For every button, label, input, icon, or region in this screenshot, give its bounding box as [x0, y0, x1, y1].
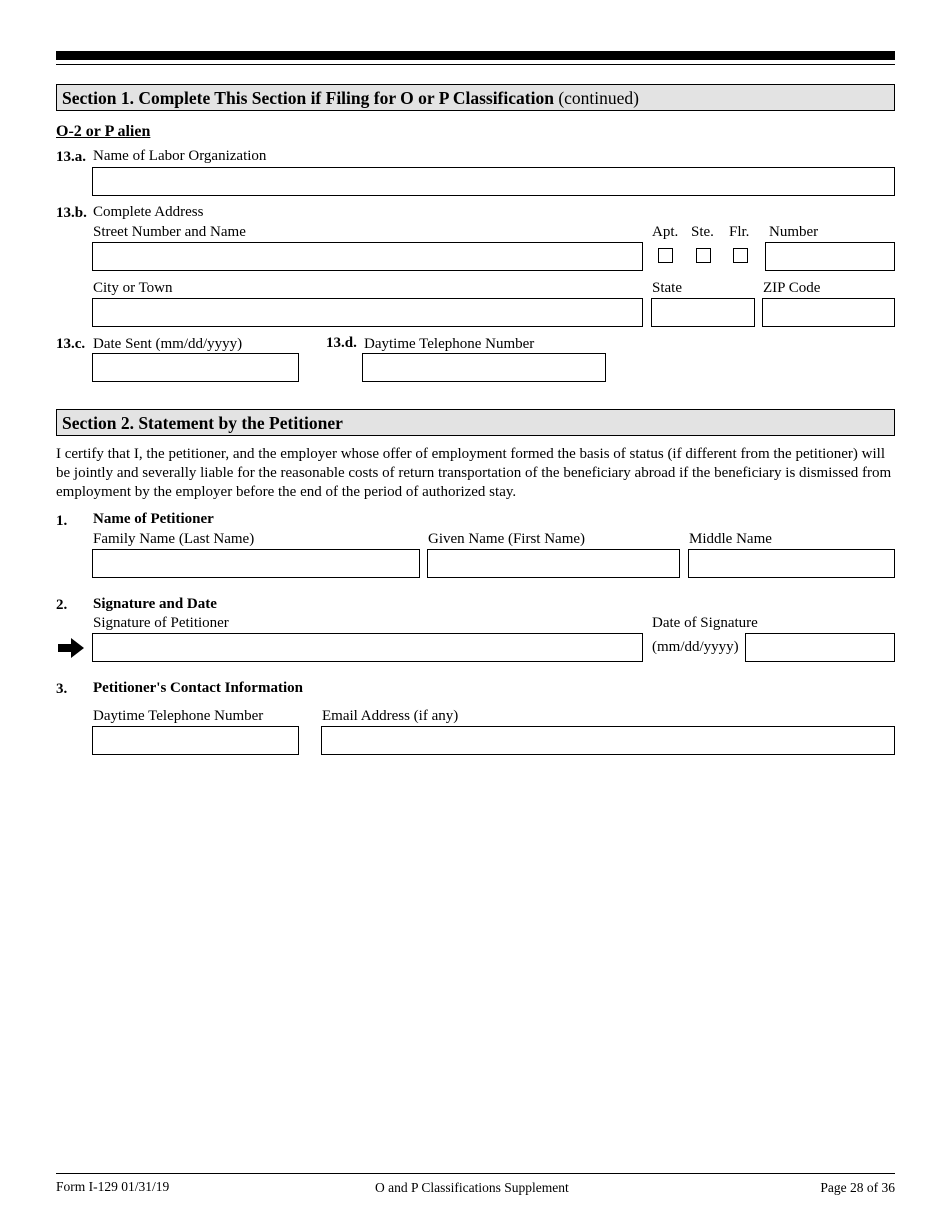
right-arrow-icon	[58, 638, 84, 658]
zip-label: ZIP Code	[763, 280, 821, 296]
daytime-telephone-13d-input[interactable]	[362, 353, 606, 382]
section-1-title-suffix: (continued)	[553, 88, 639, 108]
section-1-header	[56, 84, 895, 111]
petitioner-phone-input[interactable]	[92, 726, 299, 755]
date-of-signature-label: Date of Signature	[652, 615, 758, 631]
section-2-header	[56, 409, 895, 436]
q3-number: 3.	[56, 681, 68, 697]
q13b-number: 13.b.	[56, 205, 87, 221]
petitioner-phone-label: Daytime Telephone Number	[93, 708, 264, 724]
footer-rule	[56, 1173, 895, 1174]
date-format-label: (mm/dd/yyyy)	[652, 639, 739, 655]
section-2-title: Section 2. Statement by the Petitioner	[62, 413, 343, 433]
q2-number: 2.	[56, 597, 68, 613]
number-label: Number	[769, 224, 819, 240]
apt-number-input[interactable]	[765, 242, 895, 271]
q3-heading: Petitioner's Contact Information	[93, 680, 303, 696]
q13d-number: 13.d.	[326, 335, 357, 351]
q1-number: 1.	[56, 513, 68, 529]
zip-input[interactable]	[762, 298, 895, 327]
q13d-label: Daytime Telephone Number	[364, 336, 535, 352]
top-rule-thick	[56, 51, 895, 60]
city-label: City or Town	[93, 280, 173, 296]
footer-page-number: Page 28 of 36	[820, 1180, 895, 1195]
footer-title: O and P Classifications Supplement	[375, 1180, 569, 1195]
city-input[interactable]	[92, 298, 643, 327]
section-1-title: Section 1. Complete This Section if Filing for O or P Classification	[62, 88, 554, 108]
flr-checkbox[interactable]	[733, 248, 748, 263]
middle-name-label: Middle Name	[689, 531, 772, 547]
q2-heading: Signature and Date	[93, 596, 217, 612]
signature-field[interactable]	[92, 633, 643, 662]
date-of-signature-input[interactable]	[745, 633, 895, 662]
q13b-label: Complete Address	[93, 204, 204, 220]
given-name-label: Given Name (First Name)	[428, 531, 586, 547]
petitioner-statement: I certify that I, the petitioner, and the employer whose offer of employment formed the basis of status (if different from the petitioner) will be jointly and severally liable for the reasonable costs of return transportation of the beneficiary abroad if the beneficiary is dismissed from employment by the employer before the end of the period of authorized stay.	[56, 446, 892, 500]
family-name-input[interactable]	[92, 549, 420, 578]
top-rule-thin	[56, 64, 895, 65]
q13c-label: Date Sent (mm/dd/yyyy)	[93, 336, 243, 352]
given-name-input[interactable]	[427, 549, 680, 578]
q13c-number: 13.c.	[56, 336, 86, 352]
date-sent-input[interactable]	[92, 353, 299, 382]
state-select[interactable]	[651, 298, 755, 327]
street-label: Street Number and Name	[93, 224, 246, 240]
flr-label: Flr.	[729, 224, 750, 240]
signature-label: Signature of Petitioner	[93, 615, 229, 631]
middle-name-input[interactable]	[688, 549, 895, 578]
ste-checkbox[interactable]	[696, 248, 711, 263]
labor-organization-name-input[interactable]	[92, 167, 895, 196]
q13a-label: Name of Labor Organization	[93, 148, 267, 164]
petitioner-email-input[interactable]	[321, 726, 895, 755]
state-label: State	[652, 280, 682, 296]
street-input[interactable]	[92, 242, 643, 271]
ste-label: Ste.	[691, 224, 714, 240]
apt-checkbox[interactable]	[658, 248, 673, 263]
apt-label: Apt.	[652, 224, 679, 240]
q13a-number: 13.a.	[56, 149, 86, 165]
footer-form-id: Form I-129 01/31/19	[56, 1179, 170, 1194]
q1-heading: Name of Petitioner	[93, 511, 214, 527]
petitioner-email-label: Email Address (if any)	[322, 708, 459, 724]
family-name-label: Family Name (Last Name)	[93, 531, 255, 547]
o2-p-alien-subheading: O-2 or P alien	[56, 123, 151, 140]
